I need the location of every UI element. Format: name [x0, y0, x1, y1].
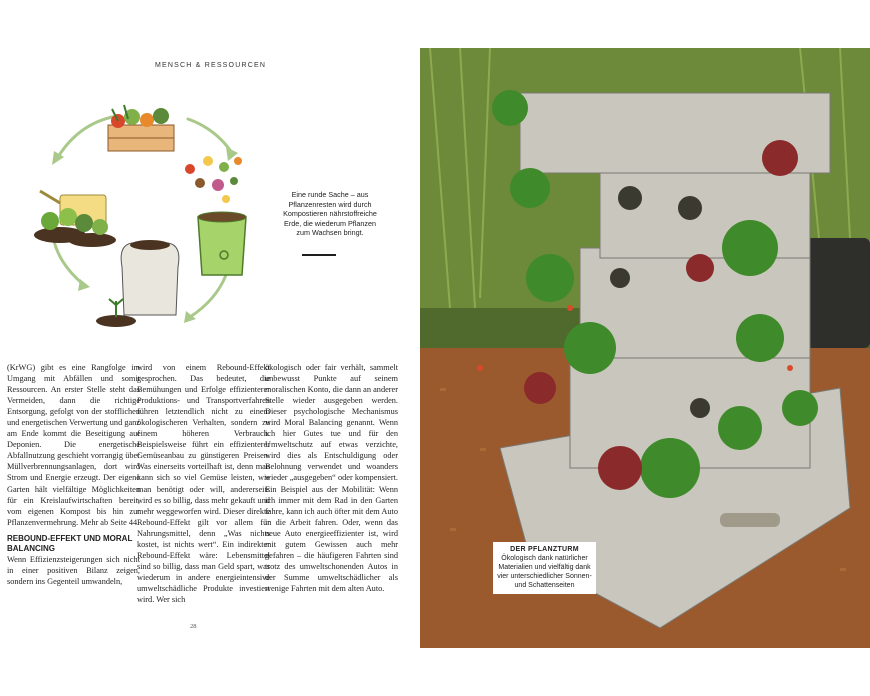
paragraph: Wenn Effizienzsteigerungen sich nicht in einer positiven Bilanz zeigen, sondern ins Gegenteil umwandeln,: [7, 554, 140, 586]
subheading: REBOUND-EFFEKT UND MORAL BALANCING: [7, 533, 133, 553]
section-header: MENSCH & RESSOURCEN: [155, 62, 267, 69]
text-column-3: [265, 362, 398, 594]
plant-tower-photo: [420, 48, 870, 648]
page-number: 28: [190, 623, 197, 630]
paragraph: ökologisch oder fair verhält, sammelt unbewusst Punkte auf seinem moralischen Konto, die dann an anderer Stelle wieder ausgegeben werden. Dieser psychologische Mechanismus wird Moral Balancing genannt. Wenn ich hier Gutes tue und für den Umweltschutz auf etwas verzichte, wird dies als Entschuldigung oder Belohnung verwendet und woanders wieder „ausgegeben“ oder kompensiert. Ein Beispiel aus der Mobilität: Wenn ich immer mit dem Rad in den Garten fahre, kann ich auch öfter mit dem Auto in die Arbeit fahren. Oder, wenn das neue Auto energieeffizienter ist, wird mit gutem Gewissen auch mehr gefahren – die häufigeren Fahrten sind trotz des umweltschonenden Autos in der Summe umweltschädlicher als wenige Fahrten mit dem alten Auto.: [265, 363, 398, 593]
cycle-arrow-2: [188, 119, 232, 153]
compost-cycle-illustration: [20, 95, 280, 345]
vegetable-crate-icon: [108, 105, 174, 151]
left-page: [0, 0, 420, 696]
photo-caption: [493, 542, 596, 594]
watering-plants-icon: [34, 191, 116, 247]
illustration-caption: Eine runde Sache – aus Pflanzenresten wird durch Kompostieren nährstoffreiche Erde, die wiederum Pflanzen zum Wachsen bringt.: [283, 190, 377, 238]
cycle-arrow-3: [190, 275, 226, 317]
compost-sack-icon: [96, 240, 179, 327]
caption-divider: [302, 254, 336, 256]
cycle-arrow-4: [54, 241, 84, 285]
photo-caption-text: Ökologisch dank natürlicher Materialien und vielfältig dank vier unterschiedlicher Sonnen- und Schattenseiten: [497, 555, 592, 589]
paragraph: wird von einem Rebound-Effekt gesprochen. Das bedeutet, die Bemühungen und Erfolge effizienterer Produktions- und Transportverfahren führen letztendlich nicht zu einem ökologischeren Verhalten, sondern zu einem höheren Verbrauch. Beispielsweise führt ein effizienterer Gemüseanbau zu günstigeren Preisen. Was einerseits vorteilhaft ist, denn man kann sich so viel Gemüse leisten, wie man benötigt oder will, andererseits wird es so billig, dass mehr gekauft und mehr weggeworfen wird. Dieser direkte Rebound-Effekt gilt vor allem für Nahrungsmittel, denn „Was nichts kostet, ist nichts wert“. Ein indirekter Rebound-Effekt wäre: Lebensmittel sind so billig, dass man Geld spart, was wiederum in andere energieintensive umweltschädliche Produkte investiert wird. Wer sich: [137, 363, 270, 604]
text-column-2: [137, 362, 270, 605]
food-scraps-icon: [185, 156, 242, 203]
text-column-1: [7, 362, 140, 587]
compost-bin-icon: [198, 212, 246, 275]
paragraph: (KrWG) gibt es eine Rangfolge im Umgang mit Abfällen und somit Ressourcen. An erster Stelle steht das Vermeiden, dann die richtige Entsorgung, gefolgt von der stofflichen und energetischen Verwertung und ganz am Ende kommt die Beseitigung auf Deponien. Die energetische Abfallnutzung geschieht vorrangig über Müllverbrennungsanlagen, dort wird Strom und Energie erzeugt. Der eigene Garten hält vielfältige Möglichkeiten für ein Kreislaufwirtschaften bereit, vom eigenen Kompost bis hin zur Pflanzenvermehrung. Mehr ab Seite 44.: [7, 363, 140, 527]
cycle-arrow-1: [58, 117, 112, 157]
photo-caption-title: DER PFLANZTURM: [510, 546, 579, 553]
